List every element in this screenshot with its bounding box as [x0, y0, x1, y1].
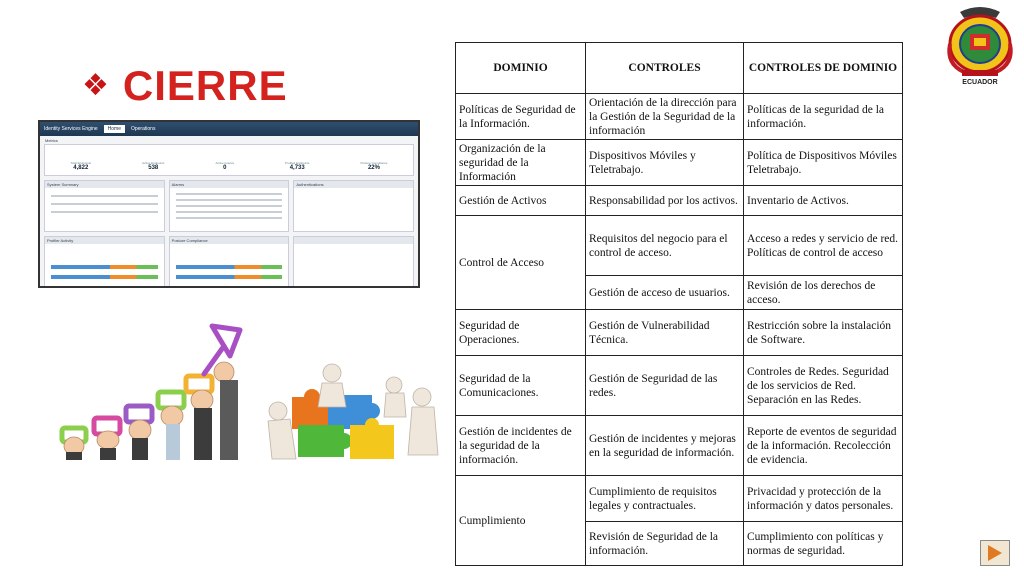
- table-header-row: [456, 43, 903, 94]
- table-header: CONTROLES: [586, 43, 744, 94]
- table-row: [456, 310, 903, 356]
- table-cell-controles: Dispositivos Móviles y Teletrabajo.: [586, 140, 744, 186]
- dashboard-screenshot: [38, 120, 420, 288]
- table-header: DOMINIO: [456, 43, 586, 94]
- table-cell-dominio: Control de Acceso: [456, 216, 586, 310]
- dashboard-metrics-label: Metrics: [45, 138, 58, 143]
- metric-item: Posture Compliance 22%: [360, 161, 388, 171]
- table-cell-dominio: Seguridad de la Comunicaciones.: [456, 356, 586, 416]
- ecuador-emblem-icon: [940, 4, 1020, 90]
- table-cell-controles: Gestión de Vulnerabilidad Técnica.: [586, 310, 744, 356]
- table-row: [456, 476, 903, 522]
- table-cell-controles-dominio: Acceso a redes y servicio de red. Políticas de control de acceso: [744, 216, 903, 276]
- play-arrow-icon: [988, 545, 1002, 561]
- metric-item: Profiled Endpoints 4,733: [285, 161, 310, 171]
- table-cell-controles-dominio: Políticas de la seguridad de la información.: [744, 94, 903, 140]
- domain-controls-table: [455, 42, 903, 566]
- table-cell-controles: Gestión de acceso de usuarios.: [586, 276, 744, 310]
- table-cell-controles-dominio: Inventario de Activos.: [744, 186, 903, 216]
- table-cell-controles-dominio: Privacidad y protección de la información y datos personales.: [744, 476, 903, 522]
- table-cell-controles: Revisión de Seguridad de la información.: [586, 522, 744, 566]
- table-cell-controles: Requisitos del negocio para el control de acceso.: [586, 216, 744, 276]
- table-row: [456, 140, 903, 186]
- table-cell-controles: Cumplimiento de requisitos legales y contractuales.: [586, 476, 744, 522]
- table-header: CONTROLES DE DOMINIO: [744, 43, 903, 94]
- table-row: [456, 416, 903, 476]
- dashboard-panel: Authentications: [293, 180, 414, 232]
- dashboard-panel: Profiler Activity: [44, 236, 165, 288]
- dashboard-tab-operations: Operations: [130, 126, 156, 132]
- table-cell-controles-dominio: Política de Dispositivos Móviles Teletrabajo.: [744, 140, 903, 186]
- table-cell-dominio: Organización de la seguridad de la Información: [456, 140, 586, 186]
- dashboard-panels: [44, 180, 414, 288]
- next-slide-button[interactable]: [980, 540, 1010, 566]
- dashboard-app-title: Identity Services Engine: [44, 126, 98, 132]
- table-row: [456, 94, 903, 140]
- table-cell-controles-dominio: Cumplimiento con políticas y normas de seguridad.: [744, 522, 903, 566]
- dashboard-panel: Alarms: [169, 180, 290, 232]
- emblem-label: ECUADOR: [962, 79, 998, 86]
- table-cell-dominio: Gestión de Activos: [456, 186, 586, 216]
- table-cell-dominio: Seguridad de Operaciones.: [456, 310, 586, 356]
- table-cell-controles-dominio: Controles de Redes. Seguridad de los servicios de Red. Separación en las Redes.: [744, 356, 903, 416]
- table-row: [456, 186, 903, 216]
- metric-item: Active Endpoints 538: [142, 161, 165, 171]
- table-cell-controles: Gestión de Seguridad de las redes.: [586, 356, 744, 416]
- puzzle-team-illustration: [262, 355, 452, 463]
- slide-title: [82, 62, 288, 110]
- table-cell-controles: Gestión de incidentes y mejoras en la seguridad de información.: [586, 416, 744, 476]
- metric-item: Active Guests 0: [215, 161, 234, 171]
- dashboard-panel: System Summary: [44, 180, 165, 232]
- dashboard-metrics: [44, 144, 414, 176]
- table-cell-controles: Responsabilidad por los activos.: [586, 186, 744, 216]
- hands-arrow-illustration: [54, 318, 256, 460]
- slide-title-text: CIERRE: [122, 62, 288, 109]
- table-cell-controles: Orientación de la dirección para la Gestión de la Seguridad de la información: [586, 94, 744, 140]
- table-cell-dominio: Políticas de Seguridad de la Información.: [456, 94, 586, 140]
- dashboard-topbar: [40, 122, 418, 136]
- table-row: [456, 356, 903, 416]
- table-cell-dominio: Cumplimiento: [456, 476, 586, 566]
- dashboard-panel: [293, 236, 414, 288]
- dashboard-panel: Posture Compliance: [169, 236, 290, 288]
- diamond-bullet-icon: ❖: [82, 68, 109, 103]
- dashboard-tab-home: Home: [104, 125, 125, 133]
- table-row: [456, 216, 903, 276]
- metric-item: Total Endpoints 4,822: [70, 161, 92, 171]
- table-cell-dominio: Gestión de incidentes de la seguridad de la información.: [456, 416, 586, 476]
- table-cell-controles-dominio: Restricción sobre la instalación de Software.: [744, 310, 903, 356]
- table-cell-controles-dominio: Reporte de eventos de seguridad de la información. Recolección de evidencia.: [744, 416, 903, 476]
- table-cell-controles-dominio: Revisión de los derechos de acceso.: [744, 276, 903, 310]
